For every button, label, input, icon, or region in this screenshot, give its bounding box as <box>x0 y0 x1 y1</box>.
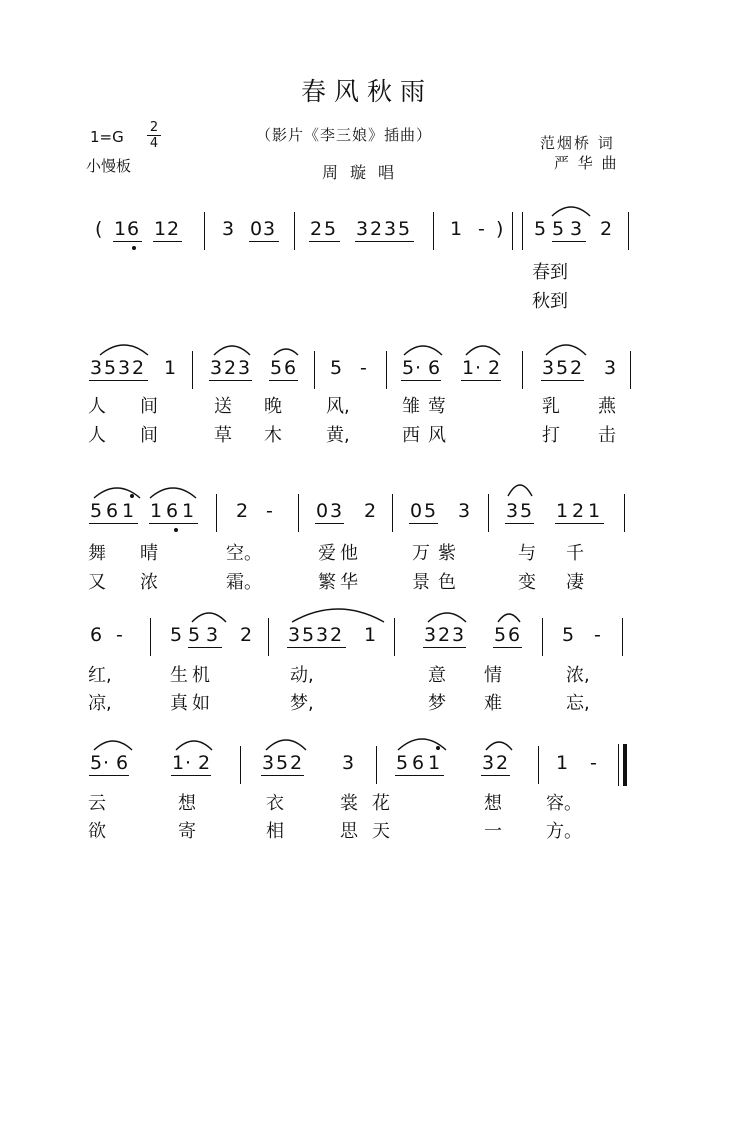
lyric-v2-line3-7: 凄 <box>566 572 584 593</box>
note-glyph: 2 <box>167 218 180 240</box>
note-glyph: 3 <box>210 357 223 379</box>
lyric-v1-line3-6: 与 <box>518 543 536 564</box>
note-glyph: 6 <box>127 218 140 240</box>
note-glyph: 2 <box>240 624 253 646</box>
lyric-v2-line2-9: 击 <box>598 425 616 446</box>
note-glyph: 6 <box>106 500 119 522</box>
note-glyph: 1 <box>150 500 163 522</box>
slur-arc <box>552 207 590 216</box>
note-glyph: 0 <box>410 500 423 522</box>
lyric-v2-line5-5: 一 <box>484 821 502 842</box>
note-glyph: 2 <box>572 500 585 522</box>
note-glyph: 3 <box>452 624 465 646</box>
note-glyph: 2 <box>290 752 303 774</box>
note-glyph: 3 <box>206 624 219 646</box>
note-glyph: 5 <box>398 218 411 240</box>
lyric-v2-line2-3: 草 <box>214 425 232 446</box>
lyric-v1-line5-3: 衣 <box>266 793 284 814</box>
note-glyph: 6 <box>166 500 179 522</box>
time-signature-top: 2 <box>149 120 159 135</box>
slur-arc <box>292 609 384 622</box>
key-signature: 1=G <box>90 128 124 146</box>
note-glyph: 1 <box>114 218 127 240</box>
note-glyph: 3 <box>262 752 275 774</box>
note-glyph: 6 <box>428 357 441 379</box>
note-glyph: 1 <box>556 500 569 522</box>
note-glyph: 3 <box>604 357 617 379</box>
note-glyph: 3 <box>288 624 301 646</box>
lyric-v2-line3-6: 变 <box>518 572 536 593</box>
lyric-v2-line4-1: 凉, <box>88 693 112 714</box>
lyric-v2-line2-5: 黄, <box>326 425 350 446</box>
slur-arc <box>214 346 250 355</box>
paren-open: ( <box>95 218 103 240</box>
note-glyph: 2 <box>600 218 613 240</box>
lyric-v2-line2-2: 间 <box>140 425 158 446</box>
lyric-v1-line2-4: 晚 <box>264 396 282 417</box>
note-glyph: 5 <box>170 624 183 646</box>
note-glyph: 3 <box>506 500 519 522</box>
slur-arc <box>266 740 306 750</box>
note-glyph: 2 <box>236 500 249 522</box>
note-glyph: 5 <box>562 624 575 646</box>
note-glyph: 6 <box>284 357 297 379</box>
singer-credit: 周璇唱 <box>322 163 407 182</box>
lyric-v1-line3-3: 空。 <box>226 543 262 564</box>
note-glyph: 5 <box>330 357 343 379</box>
note-glyph: 3 <box>222 218 235 240</box>
note-glyph: 5 <box>424 500 437 522</box>
note-glyph: 1 <box>164 357 177 379</box>
note-glyph: 3 <box>330 500 343 522</box>
slur-arc <box>486 742 512 750</box>
note-glyph: 1 <box>182 500 195 522</box>
lyric-v2-line4-3: 梦, <box>290 693 314 714</box>
slur-arc <box>150 488 196 498</box>
song-title: 春风秋雨 <box>300 77 433 106</box>
note-glyph: - <box>594 624 601 646</box>
lyric-v1-line4-1: 红, <box>88 665 112 686</box>
note-glyph: 2 <box>570 357 583 379</box>
note-glyph: 2 <box>310 218 323 240</box>
slur-arc <box>498 614 520 622</box>
note-glyph: · <box>475 357 482 379</box>
note-glyph: 0 <box>316 500 329 522</box>
note-glyph: - <box>478 218 485 240</box>
lyric-v1-line5-1: 云 <box>88 793 106 814</box>
note-glyph: 2 <box>132 357 145 379</box>
slur-arc <box>94 741 132 750</box>
note-glyph: 2 <box>198 752 211 774</box>
note-glyph: 3 <box>384 218 397 240</box>
note-glyph: 5 <box>276 752 289 774</box>
slur-arc <box>508 485 532 496</box>
note-glyph: 3 <box>342 752 355 774</box>
slur-arc <box>176 741 212 750</box>
note-glyph: 3 <box>356 218 369 240</box>
lyric-v1-line3-5: 万紫 <box>412 543 464 564</box>
lyric-v2-line4-2: 真如 <box>170 693 214 714</box>
note-glyph: 2 <box>488 357 501 379</box>
note-glyph: 5 <box>270 357 283 379</box>
paren-close: ) <box>496 218 504 240</box>
note-glyph: 5 <box>302 624 315 646</box>
note-glyph: 5 <box>534 218 547 240</box>
lyric-v1-line2-5: 风, <box>326 396 350 417</box>
slur-arc <box>404 346 442 355</box>
note-glyph: 5 <box>90 500 103 522</box>
note-glyph: 3 <box>542 357 555 379</box>
song-subtitle: （影片《李三娘》插曲） <box>256 126 433 144</box>
lyric-v1-line4-3: 动, <box>290 665 314 686</box>
note-glyph: 5 <box>494 624 507 646</box>
note-glyph: - <box>360 357 367 379</box>
note-glyph: 2 <box>438 624 451 646</box>
composer-credit: 严 华 曲 <box>554 154 619 172</box>
note-glyph: 2 <box>364 500 377 522</box>
note-glyph: 1 <box>364 624 377 646</box>
slur-arc <box>94 488 140 498</box>
note-glyph: 1 <box>556 752 569 774</box>
lyric-v1-line3-1: 舞 <box>88 543 106 564</box>
lyric-v2-line5-1: 欲 <box>88 821 106 842</box>
lyric-v2-line5-6: 方。 <box>546 821 582 842</box>
note-glyph: 0 <box>250 218 263 240</box>
lyric-v1-line2-8: 乳 <box>542 396 560 417</box>
note-glyph: - <box>116 624 123 646</box>
note-glyph: 6 <box>116 752 129 774</box>
slur-arc <box>546 345 586 355</box>
note-glyph: 5 <box>402 357 415 379</box>
slur-arc <box>398 739 446 750</box>
note-glyph: 1 <box>588 500 601 522</box>
lyric-v1-line2-6: 雏 <box>402 396 420 417</box>
lyric-v1-line5-4: 裳花 <box>340 793 404 814</box>
note-glyph: 5 <box>324 218 337 240</box>
note-glyph: - <box>590 752 597 774</box>
lyric-v2-line2-4: 木 <box>264 425 282 446</box>
note-glyph: 1 <box>462 357 475 379</box>
note-glyph: 1 <box>428 752 441 774</box>
lyric-v2-line3-2: 浓 <box>140 572 158 593</box>
tempo-marking: 小慢板 <box>86 157 132 175</box>
lyric-v2-line4-4: 梦 <box>428 693 446 714</box>
lyric-v1-line2-9: 燕 <box>598 396 616 417</box>
note-glyph: 5 <box>556 357 569 379</box>
lyric-v1-line2-1: 人 <box>88 396 106 417</box>
lyric-v1-line2-3: 送 <box>214 396 232 417</box>
note-glyph: 1 <box>122 500 135 522</box>
note-glyph: 6 <box>508 624 521 646</box>
lyric-v2-line2-6: 西 <box>402 425 420 446</box>
lyric-v2-line3-5: 景色 <box>412 572 464 593</box>
slur-arc <box>100 345 148 355</box>
note-glyph: - <box>266 500 273 522</box>
slur-arc <box>192 613 226 622</box>
note-glyph: 2 <box>330 624 343 646</box>
lyric-v2-line4-5: 难 <box>484 693 502 714</box>
lyric-v2-line2-1: 人 <box>88 425 106 446</box>
lyric-v1-line4-4: 意 <box>428 665 446 686</box>
lyric-v2-line3-1: 又 <box>88 572 106 593</box>
lyric-v2-line2-7: 风 <box>428 425 446 446</box>
lyric-v2-line2-8: 打 <box>542 425 560 446</box>
note-glyph: 3 <box>570 218 583 240</box>
time-signature-bottom: 4 <box>149 136 159 151</box>
lyric-v2-line5-2: 寄 <box>178 821 196 842</box>
note-glyph: 1 <box>172 752 185 774</box>
note-glyph: 3 <box>424 624 437 646</box>
slur-arc <box>274 349 298 355</box>
lyric-v1-line4-6: 浓, <box>566 665 590 686</box>
note-glyph: 3 <box>238 357 251 379</box>
note-glyph: 3 <box>316 624 329 646</box>
note-glyph: · <box>185 752 192 774</box>
note-glyph: 3 <box>263 218 276 240</box>
lyric-v1-line5-2: 想 <box>178 793 196 814</box>
lyric-v1-line5-5: 想 <box>484 793 502 814</box>
note-glyph: 2 <box>496 752 509 774</box>
note-glyph: · <box>415 357 422 379</box>
lyric-v1-line3-4: 爱他 <box>318 543 362 564</box>
note-glyph: 5 <box>552 218 565 240</box>
note-glyph: 3 <box>90 357 103 379</box>
note-glyph: 5 <box>396 752 409 774</box>
lyric-v1-line2-7: 莺 <box>428 396 446 417</box>
lyric-v2-line3-3: 霜。 <box>226 572 262 593</box>
note-glyph: 5 <box>188 624 201 646</box>
lyric-v2-line1: 秋到 <box>532 291 568 312</box>
note-glyph: 5 <box>520 500 533 522</box>
lyric-v1-line4-2: 生机 <box>170 665 214 686</box>
note-glyph: 2 <box>370 218 383 240</box>
note-glyph: 2 <box>224 357 237 379</box>
note-glyph: 1 <box>154 218 167 240</box>
note-glyph: 5 <box>104 357 117 379</box>
lyric-v1-line3-2: 晴 <box>140 543 158 564</box>
note-glyph: 1 <box>450 218 463 240</box>
note-glyph: 3 <box>482 752 495 774</box>
slur-arc <box>466 346 500 355</box>
lyric-v2-line3-4: 繁华 <box>318 572 362 593</box>
note-glyph: 6 <box>412 752 425 774</box>
lyric-v1-line2-2: 间 <box>140 396 158 417</box>
lyric-v1-line5-6: 容。 <box>546 793 582 814</box>
lyric-v2-line5-3: 相 <box>266 821 284 842</box>
note-glyph: 6 <box>90 624 103 646</box>
note-glyph: 5 <box>90 752 103 774</box>
note-glyph: 3 <box>458 500 471 522</box>
lyricist-credit: 范烟桥 词 <box>540 134 615 152</box>
note-glyph: 3 <box>118 357 131 379</box>
lyric-v2-line5-4: 思天 <box>340 821 404 842</box>
lyric-v1-line3-7: 千 <box>566 543 584 564</box>
note-glyph: · <box>103 752 110 774</box>
lyric-v1-line1: 春到 <box>532 262 568 283</box>
lyric-v1-line4-5: 情 <box>484 665 502 686</box>
slur-arc <box>428 613 466 622</box>
lyric-v2-line4-6: 忘, <box>566 693 590 714</box>
